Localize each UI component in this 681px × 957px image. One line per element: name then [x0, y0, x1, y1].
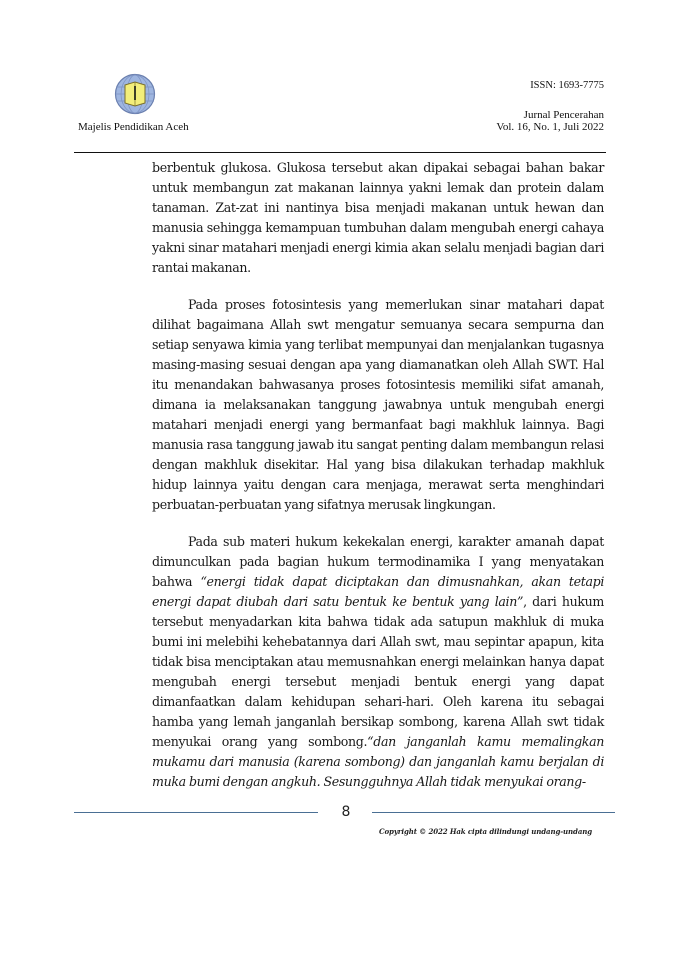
paragraph: berbentuk glukosa. Glukosa tersebut akan dipakai sebagai bahan bakar untuk membangun zat makanan lainnya yakni lemak dan protein dalam tanaman. Zat-zat ini nantinya bisa menjadi makanan untuk hewan dan manusia sehingga kemampuan tumbuhan dalam mengubah energi cahaya yakni sinar matahari menjadi energi kimia akan selalu menjadi bagian dari rantai makanan. [152, 160, 604, 275]
quote: “energi tidak dapat diciptakan dan dimusnahkan, akan tetapi energi dapat diubah dari satu bentuk ke bentuk yang lain” [152, 574, 605, 609]
footer-divider-left [74, 812, 318, 813]
header-divider [74, 152, 606, 153]
issn: ISSN: 1693-7775 [530, 80, 604, 91]
copyright-notice: Copyright © 2022 Hak cipta dilindungi undang-undang [379, 827, 593, 836]
organization-name: Majelis Pendidikan Aceh [78, 121, 189, 133]
journal-logo [114, 73, 156, 115]
journal-info [496, 109, 604, 133]
journal-name: Jurnal Pencerahan [523, 109, 604, 121]
article-body [152, 158, 604, 792]
globe-book-logo-icon [114, 73, 156, 115]
paragraph [152, 532, 604, 792]
page-number: 8 [341, 804, 351, 820]
paragraph: Pada proses fotosintesis yang memerlukan sinar matahari dapat dilihat bagaimana Allah swt mengatur semuanya secara sempurna dan setiap senyawa kimia yang terlibat mempunyai dan menjalankan tugasnya masing-masing sesuai dengan apa yang diamanatkan oleh Allah SWT. Hal itu menandakan bahwasanya proses fotosintesis memiliki sifat amanah, dimana ia melaksanakan tanggung jawabnya untuk mengubah energi matahari menjadi energi yang bermanfaat bagi makhluk lainnya. Bagi manusia rasa tanggung jawab itu sangat penting dalam membangun relasi dengan makhluk disekitar. Hal yang bisa dilakukan terhadap makhluk hidup lainnya yaitu dengan cara menjaga, merawat serta menghindari perbuatan-perbuatan yang sifatnya merusak lingkungan. [152, 297, 604, 512]
quote: “dan janganlah kamu memalingkan mukamu dari manusia (karena sombong) dan janganlah kamu berjalan di muka bumi dengan angkuh. Sesungguhnya Allah tidak menyukai orang- [152, 734, 604, 789]
footer-divider-right [372, 812, 615, 813]
journal-volume: Vol. 16, No. 1, Juli 2022 [496, 121, 604, 133]
paragraph-text: Pada sub materi hukum kekekalan energi, karakter amanah dapat dimunculkan pada bagian hukum termodinamika I yang menyatakan bahwa [152, 534, 604, 589]
paragraph-text: , dari hukum tersebut menyadarkan kita bahwa tidak ada satupun makhluk di muka bumi ini melebihi kehebatannya dari Allah swt, mau sepintar apapun, kita tidak bisa menciptakan atau memusnahkan energi melainkan hanya dapat mengubah energi tersebut menjadi bentuk energi yang dapat dimanfaatkan dalam kehidupan sehari-hari. Oleh karena itu sebagai hamba yang lemah janganlah bersikap sombong, karena Allah swt tidak menyukai orang yang sombong. [152, 594, 604, 749]
